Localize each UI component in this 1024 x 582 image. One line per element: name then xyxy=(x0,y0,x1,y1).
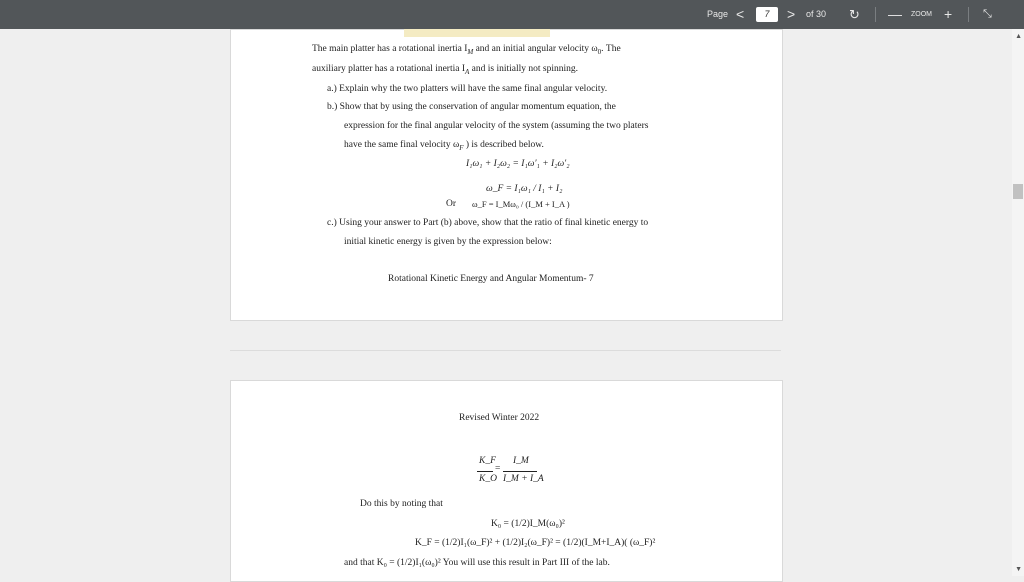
page-count-label: of 30 xyxy=(806,9,827,19)
scroll-thumb[interactable] xyxy=(1013,184,1023,199)
question-b: b.) Show that by using the conservation of angular momentum equation, the xyxy=(327,102,616,112)
next-page-button[interactable]: > xyxy=(787,6,796,22)
paragraph-line-1: The main platter has a rotational inertia $I_M$ and an initial angular velocity $\omega_0$. The xyxy=(312,44,621,56)
toolbar-divider xyxy=(875,7,876,22)
page-footer: Rotational Kinetic Energy and Angular Momentum- 7 xyxy=(388,274,594,284)
equation-momentum: I₁ω₁ + I₂ω₂ = I₁ω′₁ + I₂ω′₂ xyxy=(466,159,570,169)
scroll-down-icon[interactable]: ▼ xyxy=(1015,565,1022,573)
toolbar-divider xyxy=(968,7,969,22)
previous-page-button[interactable]: < xyxy=(736,6,745,22)
ratio-equals: = xyxy=(495,464,501,474)
equation-final-velocity-alt: ω_F = I_Mω₀ / (I_M + I_A ) xyxy=(472,199,570,209)
zoom-out-button[interactable]: — xyxy=(888,6,902,22)
pdf-toolbar xyxy=(0,0,1024,29)
rotate-icon[interactable]: ↻ xyxy=(849,7,860,22)
page-separator xyxy=(230,350,781,351)
vertical-scrollbar[interactable] xyxy=(1012,29,1024,576)
page-header: Revised Winter 2022 xyxy=(459,413,540,423)
page-label: Page xyxy=(707,9,729,19)
fraction-bar xyxy=(503,471,537,472)
equation-final-ke: K_F = (1/2)I₁(ω_F)² + (1/2)I₂(ω_F)² = (1/2)(I_M+I_A)( (ω_F)² xyxy=(415,538,656,548)
zoom-label: ZOOM xyxy=(911,11,932,18)
equation-initial-ke: K₀ = (1/2)I_M(ω₀)² xyxy=(491,519,565,529)
zoom-in-button[interactable]: + xyxy=(944,6,953,22)
ratio-left-denominator: K_O xyxy=(479,474,497,484)
ratio-right-numerator: I_M xyxy=(513,456,529,466)
equation-final-velocity: ω_F = I₁ω₁ / I₁ + I₂ xyxy=(486,184,563,194)
noting-text: Do this by noting that xyxy=(360,499,443,509)
closing-text: and that K₀ = (1/2)I₁(ω₀)² You will use this result in Part III of the lab. xyxy=(344,558,610,568)
question-a: a.) Explain why the two platters will have the same final angular velocity. xyxy=(327,84,608,94)
ratio-right-denominator: I_M + I_A xyxy=(503,474,544,484)
or-label: Or xyxy=(446,199,457,209)
ratio-left-numerator: K_F xyxy=(479,456,496,466)
question-b-line-3: have the same final velocity $\omega_F$ ) is described below. xyxy=(344,140,544,152)
fraction-bar xyxy=(477,471,493,472)
text-highlight xyxy=(404,29,550,37)
fullscreen-icon[interactable]: ⤡ xyxy=(983,8,992,20)
question-c-line-2: initial kinetic energy is given by the expression below: xyxy=(344,237,552,247)
page-number-input[interactable]: 7 xyxy=(756,7,778,22)
question-b-line-2: expression for the final angular velocity of the system (assuming the two platers xyxy=(344,121,649,131)
scroll-up-icon[interactable]: ▲ xyxy=(1015,32,1022,40)
question-c: c.) Using your answer to Part (b) above, show that the ratio of final kinetic energy to xyxy=(327,218,649,228)
paragraph-line-2: auxiliary platter has a rotational inertia $I_A$ and is initially not spinning. xyxy=(312,64,579,76)
